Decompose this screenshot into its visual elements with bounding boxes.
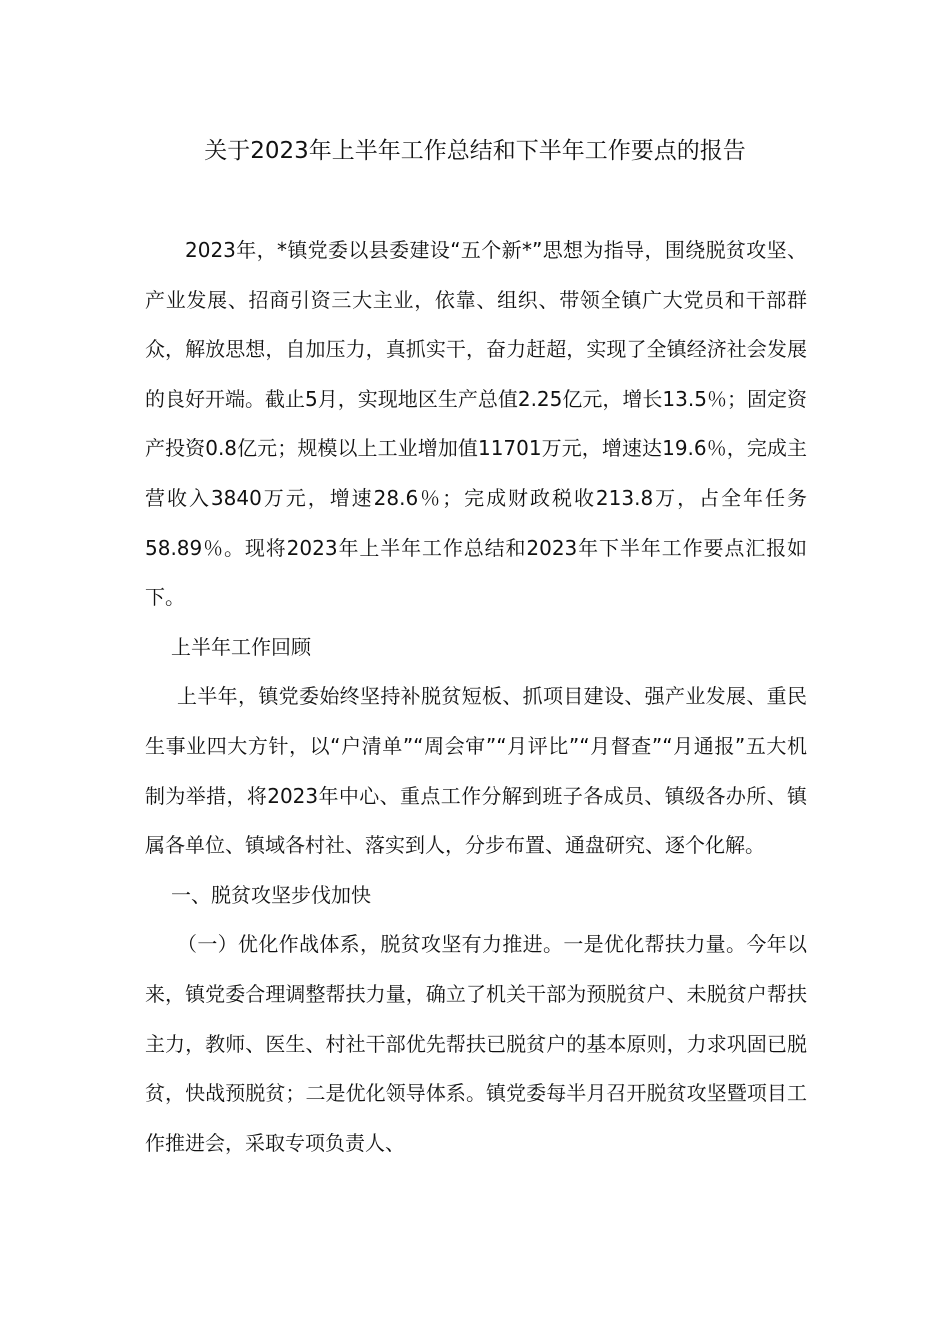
- document-title: 关于2023年上半年工作总结和下半年工作要点的报告: [204, 138, 746, 164]
- section-heading-review: 上半年工作回顾: [171, 634, 311, 659]
- section-heading-poverty: 一、脱贫攻坚步伐加快: [171, 882, 371, 907]
- document-body: [145, 226, 807, 1168]
- intro-paragraph: 2023年，*镇党委以县委建设“五个新*”思想为指导，围绕脱贫攻坚、产业发展、招商引资三大主业，依靠、组织、带领全镇广大党员和干部群众，解放思想，自加压力，真抓实干，奋力赶超，实现了全镇经济社会发展的良好开端。截止5月，实现地区生产总值2.25亿元，增长13.5％；固定资产投资0.8亿元；规模以上工业增加值11701万元，增速达19.6％，完成主营收入3840万元，增速28.6％；完成财政税收213.8万，占全年任务58.89％。现将2023年上半年工作总结和2023年下半年工作要点汇报如下。: [145, 238, 807, 610]
- review-paragraph: 上半年，镇党委始终坚持补脱贫短板、抓项目建设、强产业发展、重民生事业四大方针，以“户清单”“周会审”“月评比”“月督查”“月通报”五大机制为举措，将2023年中心、重点工作分解到班子各成员、镇级各办所、镇属各单位、镇域各村社、落实到人，分步布置、通盘研究、逐个化解。: [145, 684, 807, 858]
- poverty-paragraph: （一）优化作战体系，脱贫攻坚有力推进。一是优化帮扶力量。今年以来，镇党委合理调整帮扶力量，确立了机关干部为预脱贫户、未脱贫户帮扶主力，教师、医生、村社干部优先帮扶已脱贫户的基本原则，力求巩固已脱贫，快战预脱贫；二是优化领导体系。镇党委每半月召开脱贫攻坚暨项目工作推进会，采取专项负责人、: [145, 932, 807, 1155]
